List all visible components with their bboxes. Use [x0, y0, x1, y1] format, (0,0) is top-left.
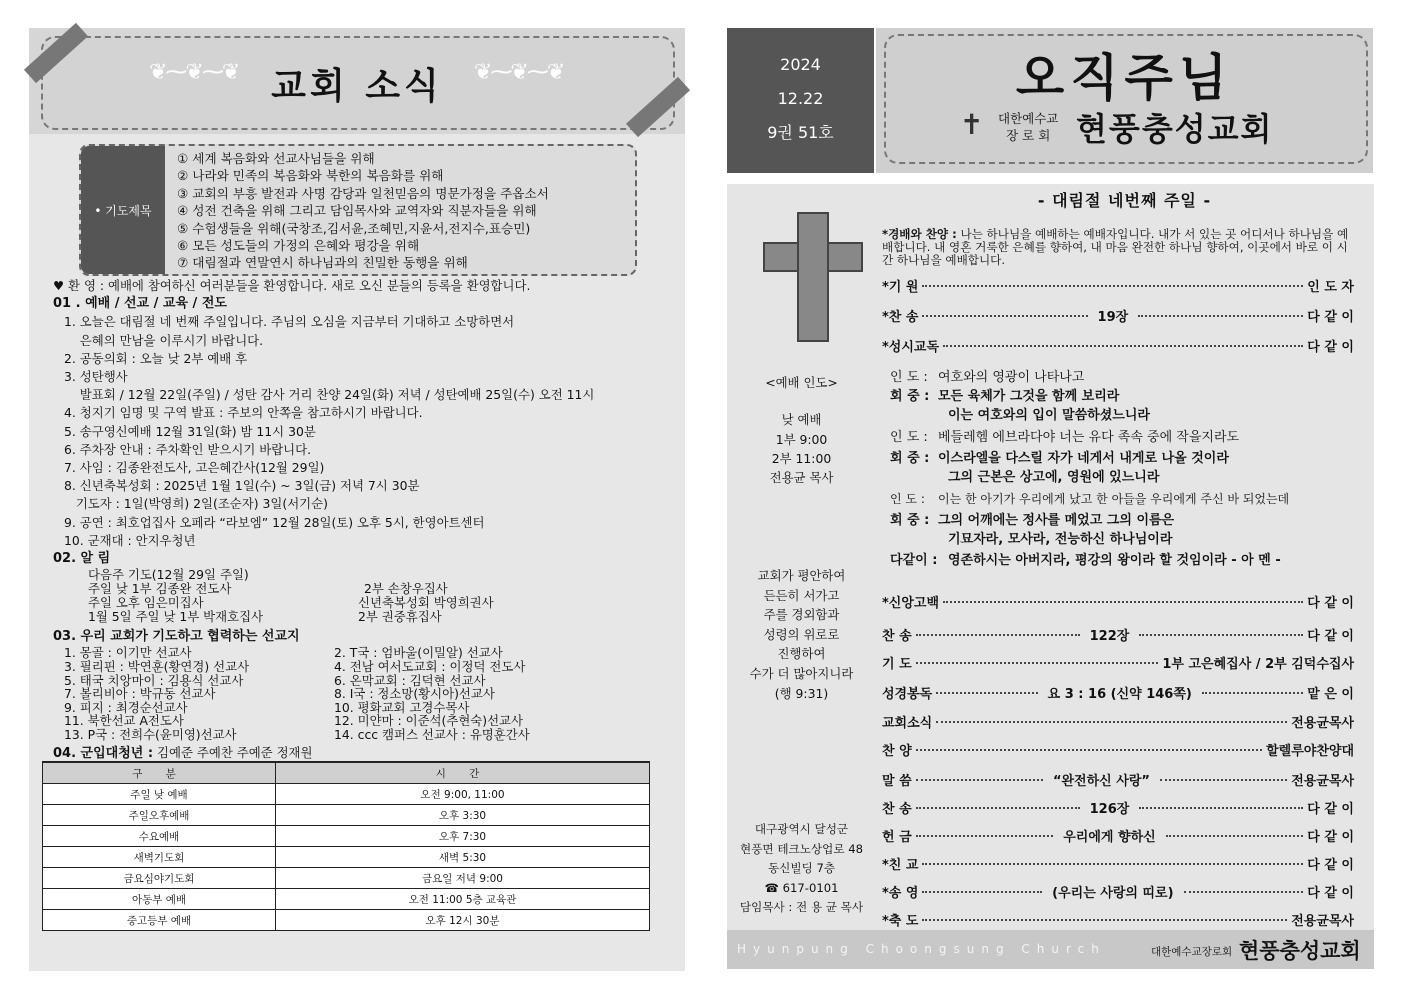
pastor-name: 담임목사 : 전 용 균 목사	[739, 900, 864, 915]
news-item: 7. 사임 : 김종완전도사, 고은혜간사(12월 29일)	[64, 460, 325, 476]
order-label: *송 영	[882, 885, 919, 901]
leader-dots	[916, 779, 1043, 781]
preacher: 전용균 목사	[769, 470, 834, 485]
reader-role: 회 중 :	[890, 389, 930, 404]
service-subtitle: - 대림절 네번째 주일 -	[1037, 191, 1212, 210]
table-cell: 오전 11:00 5층 교육관	[276, 889, 650, 910]
leader-dots	[1202, 692, 1303, 694]
table-cell: 오후 7:30	[276, 826, 650, 847]
order-label: 성경봉독	[882, 686, 933, 702]
noon-worship-title: 낮 예배	[781, 412, 822, 427]
verse-line: 성령의 위로로	[763, 626, 840, 642]
leader-dots	[1160, 779, 1287, 781]
soldier-names: 김예준 주예찬 주예준 정재원	[157, 744, 313, 760]
reading-text: 베들레헴 에브라다야 너는 유다 족속 중에 작을지라도	[938, 430, 1240, 445]
table-cell: 오전 9:00, 11:00	[276, 784, 650, 805]
table-row	[43, 847, 650, 868]
order-leader: 할렐루야찬양대	[1266, 743, 1354, 759]
bulletin-header	[876, 28, 1373, 173]
order-row	[882, 624, 1354, 644]
reading-text: 이스라엘을 다스릴 자가 네게서 내게로 나올 것이라	[938, 451, 1229, 466]
section-title: 03. 우리 교회가 기도하고 협력하는 선교지	[53, 629, 300, 645]
order-label: *찬 송	[882, 309, 919, 325]
prayer-list	[177, 150, 549, 272]
notice-line: 주일 오후 임은미집사	[88, 595, 204, 611]
order-detail: (우리는 사랑의 띠로)	[1046, 882, 1179, 901]
noon-time: 2부 11:00	[771, 451, 832, 466]
news-body	[53, 277, 673, 763]
order-leader: 다 같 이	[1307, 857, 1354, 873]
reading-text: 모든 육체가 그것을 함께 보리라	[938, 389, 1120, 404]
mission-item: 9. 피지 : 최경순선교사	[64, 699, 188, 715]
reading-line	[890, 428, 1289, 447]
order-leader: 다 같 이	[1307, 885, 1354, 901]
order-leader: 다 같 이	[1307, 309, 1354, 325]
order-label: 찬 송	[882, 628, 912, 644]
issue-date-box	[727, 28, 874, 173]
notice-line: 2부 권중휴집사	[358, 609, 442, 625]
mission-item: 3. 필리핀 : 박연훈(황연경) 선교사	[64, 659, 250, 675]
verse-line: 주를 경외함과	[763, 607, 840, 623]
table-row	[43, 784, 650, 805]
table-row	[43, 868, 650, 889]
order-detail: 우리에게 향하신	[1057, 826, 1161, 845]
table-cell: 주일 낮 예배	[43, 784, 276, 805]
table-cell: 아동부 예배	[43, 889, 276, 910]
news-item: 1. 오늘은 대림절 네 번째 주일입니다. 주님의 오심을 지금부터 기대하고 소망하면서	[64, 314, 515, 330]
leader-dots	[1138, 315, 1303, 317]
leader-dots	[1166, 835, 1304, 837]
verse-sidebar	[735, 566, 868, 703]
table-row	[43, 826, 650, 847]
call-label: *경배와 찬양 :	[882, 227, 957, 241]
reading-text: 영존하시는 아버지라, 평강의 왕이라 할 것임이라 - 아 멘 -	[948, 553, 1281, 568]
reading-line: 이는 여호와의 입이 말씀하셨느니라	[948, 408, 1150, 423]
news-item: 은혜의 만남을 이루시기 바랍니다.	[64, 332, 264, 348]
order-leader: 인 도 자	[1307, 279, 1354, 295]
mission-item: 13. P국 : 전희수(윤미영)선교사	[64, 727, 237, 743]
order-row	[882, 881, 1354, 901]
call-to-worship	[882, 228, 1354, 267]
reading-text: 그의 어깨에는 정사를 메었고 그의 이름은	[938, 513, 1175, 528]
leader-dots	[936, 721, 1287, 723]
order-leader: 맡 은 이	[1307, 686, 1354, 702]
phone-number: ☎ 617-0101	[764, 880, 839, 895]
reading-line	[890, 368, 1289, 387]
order-label: *축 도	[882, 913, 919, 929]
church-name: 현풍충성교회	[1076, 110, 1274, 148]
reader-role: 회 중 :	[890, 513, 930, 528]
table-cell: 새벽 5:30	[276, 847, 650, 868]
verse-line: 교회가 평안하여	[757, 568, 846, 583]
order-row	[882, 682, 1354, 702]
bulletin-footer	[727, 930, 1374, 969]
news-item: 9. 공연 : 최호업집사 오페라 “라보엠” 12월 28일(토) 오후 5시, 한영아트센터	[64, 514, 485, 530]
left-page	[29, 28, 685, 971]
order-leader: 다 같 이	[1307, 628, 1354, 644]
news-item: 8. 신년축복성회 : 2025년 1월 1일(수) ~ 3일(금) 저녁 7시 30분	[64, 478, 420, 494]
prayer-item: ② 나라와 민족의 복음화와 북한의 복음화를 위해	[177, 168, 444, 184]
order-detail: 126장	[1084, 798, 1136, 817]
verse-line: 진행하여	[777, 646, 826, 662]
order-leader: 1부 고은혜집사 / 2부 김덕수집사	[1162, 656, 1354, 672]
order-row	[882, 305, 1354, 325]
order-row	[882, 853, 1354, 873]
notice-line: 2부 손창우집사	[364, 581, 448, 597]
table-cell: 수요예배	[43, 826, 276, 847]
issue-year: 2024	[780, 55, 821, 74]
notice-line: 1월 5일 주일 낮 1부 박재호집사	[88, 609, 264, 625]
leader-dots	[922, 891, 1042, 893]
address-line: 대구광역시 달성군	[754, 822, 849, 836]
call-text: 나는 하나님을 예배하는 예배자입니다. 내가 서 있는 곳 어디서나 하나님을 예배합니다. 내 영혼 거룩한 은혜를 향하여, 내 마음 완전한 하나님 향하여, 이곳에서 바로 이 시간 하나님을 예배합니다.	[882, 227, 1349, 267]
order-leader: 다 같 이	[1307, 801, 1354, 817]
news-item: 4. 청지기 임명 및 구역 발표 : 주보의 안쪽을 참고하시기 바랍니다.	[64, 405, 423, 421]
order-detail: 요 3 : 16 (신약 146쪽)	[1042, 683, 1198, 702]
leader-dots	[943, 601, 1303, 603]
footer-church-name: 현풍충성교회	[1239, 938, 1361, 963]
table-row	[43, 910, 650, 931]
address-line: 현풍면 테크노상업로 48	[740, 841, 863, 856]
table-cell: 금요일 저녁 9:00	[276, 868, 650, 889]
order-leader: 전용균목사	[1291, 715, 1354, 731]
order-label: 교회소식	[882, 715, 933, 731]
footer-denomination: 대한예수교장로회	[1151, 946, 1233, 958]
news-header	[29, 28, 685, 134]
order-row	[882, 797, 1354, 817]
table-cell: 오후 3:30	[276, 805, 650, 826]
notice-line	[358, 568, 628, 582]
order-label: 헌 금	[882, 829, 912, 845]
notice-list	[53, 568, 673, 624]
notice-line: 신년축복성회 박영희권사	[358, 595, 494, 611]
mission-item: 14. ccc 캠퍼스 선교사 : 유명훈간사	[334, 727, 530, 743]
notice-line: 다음주 기도(12월 29일 주일)	[88, 567, 249, 583]
leader-dots	[922, 919, 1287, 921]
order-row	[882, 711, 1354, 731]
cross-icon-center	[799, 244, 827, 270]
leader-dots	[916, 662, 1159, 664]
reading-line	[890, 449, 1289, 468]
reading-text: 여호와의 영광이 나타나고	[938, 370, 1085, 385]
news-item: 6. 주차장 안내 : 주차확인 받으시기 바랍니다.	[64, 441, 312, 457]
reading-line	[890, 551, 1289, 570]
leader-dots	[1139, 634, 1303, 636]
order-label: 말 씀	[882, 773, 912, 789]
order-label: *기 원	[882, 279, 919, 295]
order-leader: 다 같 이	[1307, 339, 1354, 355]
prayer-box	[79, 144, 637, 276]
order-leader: 다 같 이	[1307, 595, 1354, 611]
table-cell: 중고등부 예배	[43, 910, 276, 931]
worship-guide-sidebar	[735, 372, 868, 487]
church-logo-icon: ✝	[960, 108, 984, 141]
order-row	[882, 275, 1354, 295]
mission-item: 11. 북한선교 A전도사	[64, 713, 184, 729]
order-label: *신앙고백	[882, 595, 940, 611]
reader-role: 인 도 :	[890, 370, 928, 385]
worship-schedule-table	[42, 761, 650, 931]
leader-dots	[1139, 807, 1303, 809]
table-header-row	[43, 762, 650, 784]
welcome-text: ♥ 환 영 : 예배에 참여하신 여러분들을 환영합니다. 새로 오신 분들의 등록을 환영합니다.	[53, 278, 531, 293]
order-row	[882, 825, 1354, 845]
table-row	[43, 805, 650, 826]
news-title: 교회 소식	[271, 66, 443, 107]
mission-item: 7. 볼리비아 : 박규동 선교사	[64, 686, 216, 702]
table-cell: 금요심야기도회	[43, 868, 276, 889]
order-row	[882, 909, 1354, 929]
order-row	[882, 335, 1354, 355]
order-detail: 122장	[1084, 625, 1136, 644]
prayer-item: ⑤ 수험생들을 위해(국창조,김서윤,조혜민,지윤서,전지수,표승민)	[177, 220, 531, 236]
cross-icon	[797, 212, 829, 342]
address-sidebar	[735, 820, 868, 918]
verse-line: 수가 더 많아지니라	[749, 665, 854, 681]
mission-item: 1. 몽골 : 이기만 선교사	[64, 645, 192, 661]
mission-item: 4. 전남 여서도교회 : 이정덕 전도사	[334, 659, 526, 675]
denomination	[998, 110, 1058, 144]
section-title: 04. 군입대청년 :	[53, 745, 154, 761]
guide-title: <예배 인도>	[765, 375, 838, 390]
mission-item: 10. 평화교회 고경수목사	[334, 699, 470, 715]
leaf-sprig-icon: ❦⁓❦⁓❦	[149, 60, 239, 85]
reader-role: 인 도 :	[890, 492, 925, 506]
table-cell: 새벽기도회	[43, 847, 276, 868]
prayer-tag: • 기도제목	[81, 146, 165, 274]
verse-line: 든든히 서가고	[763, 587, 840, 603]
section-title: 02. 알 림	[53, 551, 111, 567]
leader-dots	[922, 285, 1303, 287]
prayer-item: ① 세계 복음화와 선교사님들을 위해	[177, 151, 375, 166]
prayer-item: ④ 성전 건축을 위해 그리고 담임목사와 교역자와 직분자들을 위해	[177, 203, 537, 219]
table-row	[43, 889, 650, 910]
order-label: 기 도	[882, 656, 912, 672]
news-item: 3. 성탄행사	[64, 369, 128, 385]
order-row	[882, 769, 1354, 789]
news-item: 발표회 / 12월 22일(주일) / 성탄 감사 거리 찬양 24일(화) 저녁 / 성탄예배 25일(수) 오전 11시	[64, 387, 595, 403]
order-label: *친 교	[882, 857, 919, 873]
order-label: 찬 송	[882, 801, 912, 817]
mission-list	[53, 646, 673, 741]
order-row	[882, 591, 1354, 611]
reader-role: 인 도 :	[890, 430, 928, 445]
sermon-title: “완전하신 사랑”	[1047, 770, 1156, 789]
order-leader: 전용균목사	[1291, 773, 1355, 789]
section-title: 01 . 예배 / 선교 / 교육 / 전도	[53, 296, 227, 312]
news-item: 10. 군재대 : 안지우청년	[64, 532, 196, 548]
leader-dots	[916, 749, 1262, 751]
footer-english-name: Hyunpung Choongsung Church	[737, 942, 1106, 956]
leaf-sprig-icon: ❦⁓❦⁓❦	[474, 60, 564, 85]
news-item: 2. 공동의회 : 오늘 낮 2부 예배 후	[64, 350, 248, 366]
prayer-item: ③ 교회의 부흥 발전과 사명 감당과 일천믿음의 명문가정을 주옵소서	[177, 185, 549, 201]
leader-dots	[916, 807, 1080, 809]
column-header: 시 간	[276, 762, 650, 784]
denomination-line: 대한예수교	[998, 111, 1059, 126]
leader-dots	[943, 345, 1303, 347]
leader-dots	[922, 863, 1303, 865]
mission-item: 2. T국 : 엄바울(이밀알) 선교사	[334, 645, 503, 661]
reader-role: 다같이 :	[890, 553, 938, 568]
verse-reference: (행 9:31)	[774, 685, 829, 701]
order-label: 찬 양	[882, 743, 912, 759]
reading-line	[890, 511, 1289, 530]
order-row	[882, 652, 1354, 672]
issue-number: 9권 51호	[767, 123, 834, 142]
mission-item: 12. 미얀마 : 이준석(추현숙)선교사	[334, 713, 523, 729]
table-cell: 오후 12시 30분	[276, 910, 650, 931]
order-leader: 전용균목사	[1291, 913, 1354, 929]
notice-line: 주일 낮 1부 김종완 전도사	[88, 581, 232, 597]
column-header: 구 분	[43, 762, 276, 784]
prayer-item: ⑥ 모든 성도들의 가정의 은혜와 평강을 위해	[177, 238, 420, 254]
leader-dots	[1184, 891, 1304, 893]
order-detail: 19장	[1092, 306, 1135, 325]
mission-item: 6. 온막교회 : 김덕현 선교사	[334, 672, 486, 688]
issue-date: 12.22	[777, 89, 824, 108]
leader-dots	[922, 315, 1087, 317]
reading-line: 그의 근본은 상고에, 영원에 있느니라	[948, 470, 1160, 485]
order-label: *성시교독	[882, 339, 940, 355]
reader-role: 회 중 :	[890, 451, 930, 466]
table-cell: 주일오후예배	[43, 805, 276, 826]
noon-time: 1부 9:00	[775, 432, 828, 447]
order-leader: 다 같 이	[1307, 829, 1355, 845]
bulletin-title: 오직주님	[1015, 49, 1234, 107]
leader-dots	[916, 835, 1054, 837]
reading-line	[890, 490, 1289, 509]
reading-text: 이는 한 아기가 우리에게 났고 한 아들을 우리에게 주신 바 되었는데	[938, 492, 1290, 506]
address-line: 동신빌딩 7층	[767, 861, 836, 876]
responsive-reading	[890, 368, 1289, 570]
mission-item: 5. 태국 치앙마이 : 김용식 선교사	[64, 672, 244, 688]
mission-item: 8. I국 : 정소망(황시아)선교사	[334, 686, 495, 702]
prayer-item: ⑦ 대림절과 연말연시 하나님과의 친밀한 동행을 위해	[177, 255, 468, 271]
news-item: 5. 송구영신예배 12월 31일(화) 밤 11시 30분	[64, 423, 316, 439]
leader-dots	[916, 634, 1080, 636]
news-item: 기도자 : 1일(박영희) 2일(조순자) 3일(서기순)	[64, 496, 328, 512]
denomination-line: 장 로 회	[1006, 128, 1051, 143]
order-row	[882, 739, 1354, 759]
leader-dots	[936, 692, 1037, 694]
reading-line: 기묘자라, 모사라, 전능하신 하나님이라	[948, 532, 1173, 547]
reading-line	[890, 387, 1289, 406]
